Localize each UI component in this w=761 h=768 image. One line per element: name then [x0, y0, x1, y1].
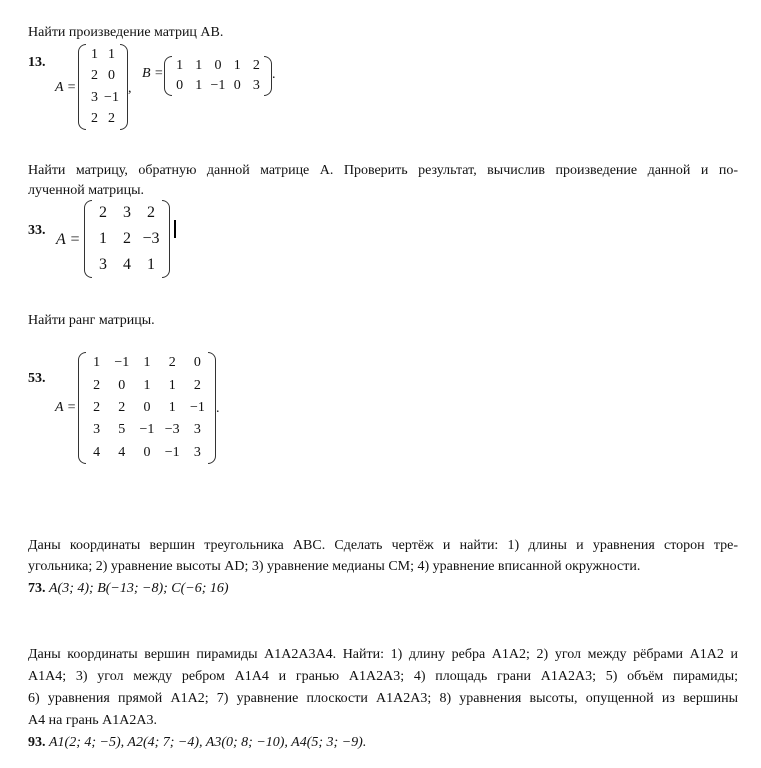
matrix-cell: 5 [118, 422, 126, 438]
matrix-cell: 2 [193, 377, 201, 393]
matrix-cell: 2 [91, 111, 98, 127]
problem-93-text: A1(2; 4; −5), A2(4; 7; −4), A3(0; 8; −10), A4(5; 3; −9). [49, 735, 367, 750]
section3-heading: Найти ранг матрицы. [28, 313, 155, 328]
problem-73-text: A(3; 4); B(−13; −8); C(−6; 16) [49, 581, 229, 596]
matrix-cell: 1 [99, 230, 107, 247]
matrix-a-33-cells [84, 200, 170, 278]
matrix-cell: 2 [147, 204, 155, 221]
matrix-cell: 1 [91, 46, 98, 62]
matrix-cell: 1 [195, 78, 203, 93]
matrix-cell: −1 [104, 89, 119, 105]
matrix-cell: −3 [142, 230, 160, 247]
section2-line-1: Найти матрицу, обратную данной матрице A. Проверить результат, вычислив произведение данной и по- [28, 163, 738, 178]
matrix-cell: 1 [233, 58, 241, 73]
section5-line-4: A4 на грань A1A2A3. [28, 713, 157, 728]
matrix-a-13-cells [78, 44, 128, 130]
matrix-cell: −1 [139, 422, 155, 438]
matrix-cell: 3 [193, 422, 201, 438]
matrix-a-label-13: A = [55, 80, 77, 95]
matrix-cell: 2 [93, 377, 101, 393]
matrix-cell: 0 [143, 399, 151, 415]
separator-comma: , [128, 81, 132, 96]
section2-line-2: лученной матрицы. [28, 183, 145, 198]
matrix-a-label-33: A = [56, 231, 81, 248]
matrix-cell: 2 [99, 204, 107, 221]
matrix-cell: 0 [233, 78, 241, 93]
problem-53-number: 53. [28, 371, 46, 386]
matrix-cell: 2 [91, 68, 98, 84]
problem-73-number: 73. [28, 581, 46, 596]
matrix-cell: −1 [114, 355, 130, 371]
section4-line-1: Даны координаты вершин треугольника ABC. Сделать чертёж и найти: 1) длины и уравнения сторон тре- [28, 538, 738, 553]
matrix-cell: 4 [118, 444, 126, 460]
matrix-cell: 0 [143, 444, 151, 460]
matrix-cell: 1 [93, 355, 101, 371]
matrix-cell: 3 [99, 256, 107, 273]
problem-93-number: 93. [28, 735, 46, 750]
matrix-b-13-cells [164, 56, 272, 96]
end-dot-13: . [272, 67, 276, 82]
matrix-cell: 3 [93, 422, 101, 438]
matrix-cell: −3 [164, 422, 180, 438]
section4-line-2: угольника; 2) уравнение высоты AD; 3) уравнение медианы CM; 4) уравнение вписанной окружности. [28, 559, 641, 574]
matrix-cell: 0 [214, 58, 222, 73]
matrix-cell: 1 [195, 58, 203, 73]
problem-33-number: 33. [28, 223, 46, 238]
problem-13-number: 13. [28, 55, 46, 70]
text-cursor [174, 220, 176, 238]
matrix-cell: 4 [123, 256, 131, 273]
matrix-b-label-13: B = [142, 66, 164, 81]
matrix-cell: −1 [210, 78, 226, 93]
section5-line-3: 6) уравнения прямой A1A2; 7) уравнение плоскости A1A2A3; 8) уравнения высоты, опущенной из вершины [28, 691, 738, 706]
matrix-cell: 1 [168, 399, 176, 415]
matrix-a-53 [78, 352, 216, 464]
matrix-cell: 3 [252, 78, 260, 93]
matrix-cell: 1 [176, 58, 184, 73]
section1-heading: Найти произведение матриц AB. [28, 25, 224, 40]
matrix-cell: 3 [123, 204, 131, 221]
matrix-cell: −1 [189, 399, 205, 415]
matrix-cell: 2 [252, 58, 260, 73]
matrix-cell: 2 [108, 111, 115, 127]
matrix-cell: 3 [91, 89, 98, 105]
matrix-cell: 0 [108, 68, 115, 84]
matrix-cell: 0 [118, 377, 126, 393]
matrix-cell: 1 [143, 355, 151, 371]
matrix-cell: 4 [93, 444, 101, 460]
matrix-cell: 2 [123, 230, 131, 247]
end-dot-53: . [216, 401, 220, 416]
matrix-a-label-53: A = [55, 400, 77, 415]
matrix-cell: 1 [147, 256, 155, 273]
matrix-cell: −1 [164, 444, 180, 460]
matrix-cell: 0 [176, 78, 184, 93]
matrix-cell: 2 [118, 399, 126, 415]
matrix-cell: 3 [193, 444, 201, 460]
matrix-b-13 [164, 56, 272, 96]
matrix-a-53-cells [78, 352, 216, 464]
matrix-a-33 [84, 200, 170, 278]
matrix-cell: 1 [143, 377, 151, 393]
section5-line-1: Даны координаты вершин пирамиды A1A2A3A4. Найти: 1) длину ребра A1A2; 2) угол между рёбрами A1A2 и [28, 647, 738, 662]
matrix-cell: 2 [93, 399, 101, 415]
matrix-cell: 0 [193, 355, 201, 371]
matrix-cell: 1 [168, 377, 176, 393]
matrix-cell: 1 [108, 46, 115, 62]
matrix-cell: 2 [168, 355, 176, 371]
section5-line-2: A1A4; 3) угол между ребром A1A4 и гранью A1A2A3; 4) площадь грани A1A2A3; 5) объём пирамиды; [28, 669, 738, 684]
problem-93 [28, 734, 366, 752]
problem-73 [28, 580, 229, 598]
matrix-a-13 [78, 44, 128, 130]
